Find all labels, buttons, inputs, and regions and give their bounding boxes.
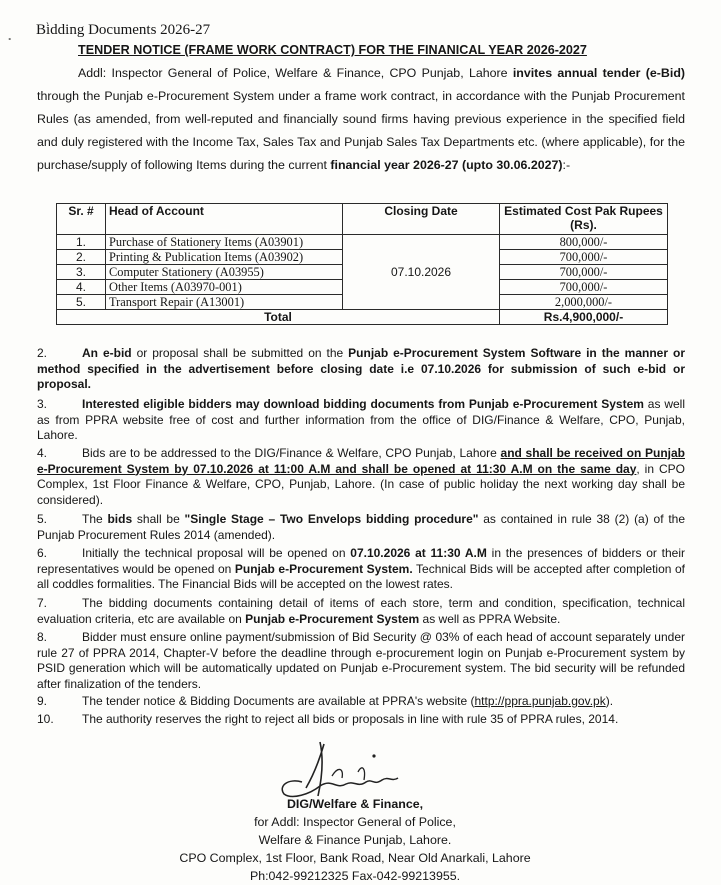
cell-head: Computer Stationery (A03955) — [106, 265, 343, 280]
para-text: Initially the technical proposal will be opened on — [82, 546, 351, 560]
para-bold: Punjab e-Procurement System. — [234, 561, 413, 576]
para-bold: 07.10.2026 at 11:30 A.M — [350, 546, 487, 560]
para-text: Bidder must ensure online payment/submission of Bid Security @ 03% of each head of account separately under rule 27 of PPRA 2014, Chapter-V before the deadline through e-procurement login on Punjab e-Procurement system by PSID generation which will be automatically updated on Punjab e-Procurement system. The bid security will be refunded after finalization of the tenders. — [37, 630, 685, 691]
para-text: Bids are to be addressed to the DIG/Finance & Welfare, CPO Punjab, Lahore — [82, 446, 501, 460]
table-header-row — [57, 204, 668, 235]
para-number: 6. — [37, 546, 48, 560]
total-value: Rs.4,900,000/- — [500, 310, 668, 325]
scan-mark: ˳ — [8, 30, 12, 41]
cell-head: Purchase of Stationery Items (A03901) — [106, 235, 343, 250]
para-text: as well as from PPRA website free of cost and further information from the office of DIG/Finance & Welfare, CPO, Punjab, Lahore. — [37, 397, 686, 442]
paragraph-2 — [37, 346, 685, 393]
para-text: ). — [605, 694, 614, 708]
table-total-row — [57, 310, 668, 325]
intro-text: :- — [562, 158, 571, 172]
cell-cost: 800,000/- — [500, 235, 668, 250]
para-bold: Interested eligible bidders may download bidding documents from Punjab e-Procurement System — [82, 397, 644, 411]
cell-sr: 4. — [57, 280, 106, 295]
intro-bold: invites annual tender (e-Bid) — [512, 66, 686, 80]
paragraph-4 — [37, 446, 685, 508]
header-estimated-cost: Estimated Cost Pak Rupees (Rs). — [500, 204, 668, 235]
paragraph-3 — [37, 397, 685, 444]
para-number: 7. — [37, 596, 48, 610]
address-line: CPO Complex, 1st Floor, Bank Road, Near Old Anarkali, Lahore — [179, 851, 531, 865]
cell-sr: 3. — [57, 265, 106, 280]
intro-bold: financial year 2026-27 (upto 30.06.2027) — [330, 158, 563, 172]
para-text: in the presences of bidders or their representatives would be opened on — [37, 546, 686, 576]
cell-cost: 700,000/- — [500, 280, 668, 295]
cell-sr: 2. — [57, 250, 106, 265]
cell-cost: 2,000,000/- — [500, 295, 668, 310]
cell-cost: 700,000/- — [500, 250, 668, 265]
signatory-line: for Addl: Inspector General of Police, — [254, 815, 456, 829]
header-head-of-account: Head of Account — [106, 204, 343, 235]
para-number: 2. — [37, 346, 48, 360]
header-closing-date: Closing Date — [343, 204, 500, 235]
para-number: 5. — [37, 512, 48, 526]
para-bold: Punjab e-Procurement System — [245, 611, 420, 626]
para-text: , in CPO Complex, 1st Floor Finance & Welfare, CPO, Punjab, Lahore. (In case of public holiday the next working day shall be considered). — [37, 461, 685, 507]
paragraph-8 — [37, 630, 685, 692]
para-text: as contained in rule 38 (2) (a) of the Punjab Procurement Rules 2014 (amended). — [37, 512, 685, 542]
cell-closing-date: 07.10.2026 — [343, 235, 500, 310]
para-number: 4. — [37, 446, 48, 460]
para-bold-underlined: and shall be received on Punjab e-Procurement System by 07.10.2026 at 11:00 A.M and shall be opened at 11:30 A.M on the same day — [37, 446, 685, 476]
para-text: The bidding documents containing detail of items of each store, term and condition, specification, technical evaluation criteria, etc are available on — [37, 596, 685, 626]
table-row — [57, 235, 668, 250]
cell-cost: 700,000/- — [500, 265, 668, 280]
items-table — [56, 203, 668, 325]
cell-sr: 5. — [57, 295, 106, 310]
signature-block — [170, 795, 540, 885]
para-number: 8. — [37, 630, 48, 644]
para-bold: Punjab e-Procurement System Software in the manner or method specified in the advertisement before closing date i.e 07.10.2026 for submission of such e-bid or proposal. — [37, 346, 685, 391]
header-label: Bidding Documents 2026-27 — [36, 22, 211, 38]
cell-head: Other Items (A03970-001) — [106, 280, 343, 295]
scan-mark: ˎ — [46, 14, 50, 25]
para-number: 10. — [37, 712, 54, 726]
para-bold: "Single Stage – Two Envelops bidding procedure" — [184, 512, 479, 526]
intro-text: through the Punjab e-Procurement System under a frame work contract, in accordance with the Punjab Procurement Rules (as amended, from well-reputed and financially sound firms having previous experience in the specified field and duly registered with the Income Tax, Sales Tax and Punjab Sales Tax Departments etc. (where applicable), for the purchase/supply of following Items during the current — [37, 89, 685, 172]
para-text: The authority reserves the right to reject all bids or proposals in line with rule 35 of PPRA rules, 2014. — [82, 712, 619, 726]
intro-text: Addl: Inspector General of Police, Welfare & Finance, CPO Punjab, Lahore — [78, 66, 513, 80]
paragraph-9 — [37, 694, 685, 710]
para-text: The — [82, 512, 108, 526]
paragraph-6 — [37, 546, 685, 593]
para-bold: An e-bid — [82, 346, 132, 360]
para-number: 9. — [37, 694, 48, 708]
total-label: Total — [57, 310, 500, 325]
para-bold: bids — [107, 512, 133, 526]
ppra-website-link[interactable]: http://ppra.punjab.gov.pk — [474, 694, 606, 708]
paragraph-5 — [37, 512, 685, 543]
para-text: or proposal shall be submitted on the — [131, 346, 349, 360]
cell-head: Transport Repair (A13001) — [106, 295, 343, 310]
para-text: as well as PPRA Website. — [419, 611, 561, 626]
para-text: The tender notice & Bidding Documents are available at PPRA's website ( — [82, 694, 475, 708]
header-sr: Sr. # — [57, 204, 106, 235]
intro-paragraph — [37, 62, 685, 177]
contact-line: Ph:042-99212325 Fax-042-99213955. — [249, 869, 461, 883]
para-text: shall be — [132, 512, 185, 526]
paragraph-7 — [37, 596, 685, 627]
para-text: Technical Bids will be accepted after completion of all coddles formalities. The Financial Bids will be accepted on the lowest rates. — [37, 561, 686, 591]
notice-title: TENDER NOTICE (FRAME WORK CONTRACT) FOR THE FINANICAL YEAR 2026-2027 — [78, 43, 587, 57]
signatory-line: Welfare & Finance Punjab, Lahore. — [258, 833, 452, 847]
paragraph-10 — [37, 712, 685, 728]
signatory-title: DIG/Welfare & Finance, — [286, 797, 424, 811]
cell-head: Printing & Publication Items (A03902) — [106, 250, 343, 265]
cell-sr: 1. — [57, 235, 106, 250]
para-number: 3. — [37, 397, 48, 411]
